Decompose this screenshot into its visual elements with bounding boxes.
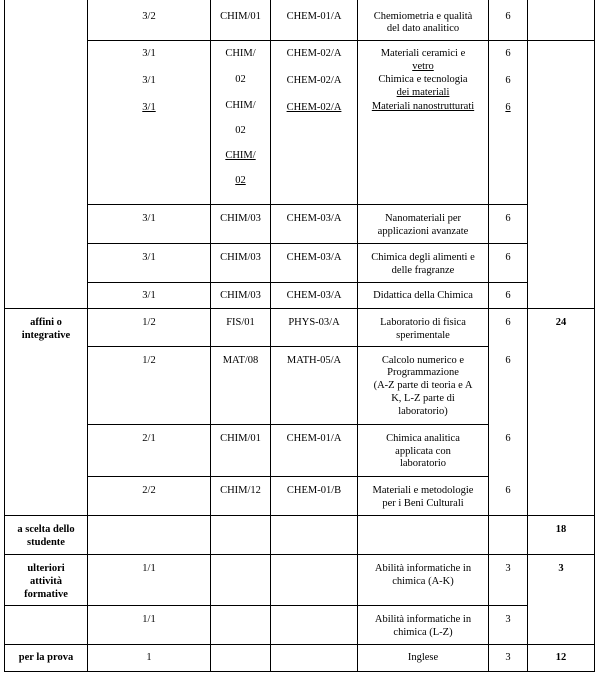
cfu-cell: 6	[505, 252, 511, 263]
activity-area-label: attività	[29, 576, 63, 587]
activity-area-label: affini o	[30, 317, 62, 328]
course-name-line: Nanomateriali per	[384, 213, 462, 224]
course-name-line: chimica (L-Z)	[393, 627, 453, 638]
year-semester-cell: 1/2	[142, 355, 156, 366]
course-name-line: Chemiometria e qualità	[373, 11, 473, 22]
cfu-cell: 3	[505, 614, 511, 625]
total-cfu-cell: 3	[558, 563, 564, 574]
new-ssd-cell: CHEM-02/A	[286, 75, 342, 86]
course-name-line: del dato analitico	[386, 23, 460, 34]
year-semester-cell: 3/1	[142, 252, 156, 263]
new-ssd-cell: CHEM-01/B	[286, 485, 342, 496]
new-ssd-cell: CHEM-01/A	[286, 11, 342, 22]
course-name-line: chimica (A-K)	[392, 576, 454, 587]
ssd-cell: 02	[235, 125, 246, 136]
year-semester-cell: 3/1	[142, 48, 156, 59]
cfu-cell: 6	[505, 102, 511, 113]
course-name-line: Materiali e metodologie	[372, 485, 474, 496]
ssd-cell: 02	[235, 175, 246, 186]
year-semester-cell: 1/1	[142, 563, 156, 574]
course-name-line: Laboratorio di fisica	[380, 317, 466, 328]
row-divider	[87, 346, 489, 347]
cfu-cell: 6	[505, 11, 511, 22]
year-semester-cell: 1/2	[142, 317, 156, 328]
course-name-line: K, L-Z parte di	[391, 393, 455, 404]
new-ssd-cell: CHEM-03/A	[286, 213, 342, 224]
ssd-cell: CHIM/12	[220, 485, 261, 496]
year-semester-cell: 3/1	[142, 102, 156, 113]
course-name-line: Inglese	[407, 652, 439, 663]
year-semester-cell: 1/1	[142, 614, 156, 625]
year-semester-cell: 3/1	[142, 75, 156, 86]
ssd-cell: CHIM/03	[220, 252, 261, 263]
course-name-line: Abilità informatiche in	[374, 563, 472, 574]
activity-area-label: ulteriori	[27, 563, 65, 574]
year-semester-cell: 3/1	[142, 290, 156, 301]
activity-area-label: per la prova	[18, 652, 74, 663]
new-ssd-cell: CHEM-03/A	[286, 252, 342, 263]
row-divider	[4, 644, 595, 645]
year-semester-cell: 1	[146, 652, 152, 663]
total-cfu-cell: 12	[555, 652, 567, 663]
row-divider	[87, 243, 528, 244]
row-divider	[4, 515, 595, 516]
new-ssd-cell: CHEM-02/A	[286, 48, 342, 59]
table-border-bottom	[4, 671, 595, 672]
ssd-cell: MAT/08	[222, 355, 259, 366]
course-name-line: sperimentale	[396, 330, 450, 341]
row-divider	[87, 204, 528, 205]
course-name-line: Chimica degli alimenti e	[371, 252, 475, 263]
course-name-line: Abilità informatiche in	[374, 614, 472, 625]
course-name-line: Chimica e tecnologia	[378, 74, 468, 85]
course-name-line: applicazioni avanzate	[377, 226, 469, 237]
cfu-cell: 6	[505, 213, 511, 224]
cfu-cell: 6	[505, 317, 511, 328]
course-name-line: Didattica della Chimica	[373, 290, 473, 301]
ssd-cell: CHIM/	[225, 48, 256, 59]
row-divider	[87, 476, 489, 477]
ssd-cell: CHIM/03	[220, 290, 261, 301]
course-name-line: Materiali nanostrutturati	[371, 101, 475, 112]
year-semester-cell: 2/1	[142, 433, 156, 444]
course-name-line: dei materiali	[396, 87, 450, 98]
ssd-cell: CHIM/03	[220, 213, 261, 224]
course-name-line: Programmazione	[387, 367, 459, 378]
ssd-cell: CHIM/	[225, 150, 256, 161]
row-divider	[87, 424, 489, 425]
cfu-cell: 6	[505, 75, 511, 86]
cfu-cell: 6	[505, 48, 511, 59]
course-name-line: (A-Z parte di teoria e A	[373, 380, 473, 391]
activity-area-label: studente	[27, 537, 65, 548]
row-divider	[4, 554, 595, 555]
cfu-cell: 6	[505, 485, 511, 496]
new-ssd-cell: CHEM-01/A	[286, 433, 342, 444]
total-cfu-cell: 18	[555, 524, 567, 535]
table-border-left	[4, 0, 5, 672]
activity-area-label: formative	[24, 589, 68, 600]
course-name-line: Chimica analitica	[386, 433, 460, 444]
ssd-cell: 02	[235, 74, 246, 85]
ssd-cell: CHIM/01	[220, 433, 261, 444]
cfu-cell: 6	[505, 290, 511, 301]
course-name-line: per i Beni Culturali	[382, 498, 464, 509]
cfu-cell: 6	[505, 355, 511, 366]
ssd-cell: CHIM/	[225, 100, 256, 111]
year-semester-cell: 3/2	[142, 11, 156, 22]
course-name-line: laboratorio	[399, 458, 447, 469]
row-divider	[4, 308, 595, 309]
new-ssd-cell: CHEM-02/A	[286, 102, 342, 113]
course-name-line: Calcolo numerico e	[381, 355, 465, 366]
course-name-line: applicata con	[395, 446, 451, 457]
ssd-cell: CHIM/01	[220, 11, 261, 22]
course-name-line: delle fragranze	[391, 265, 455, 276]
total-cfu-cell: 24	[555, 317, 567, 328]
course-name-line: vetro	[412, 61, 434, 72]
year-semester-cell: 3/1	[142, 213, 156, 224]
new-ssd-cell: PHYS-03/A	[288, 317, 340, 328]
column-divider	[270, 0, 271, 672]
cfu-cell: 6	[505, 433, 511, 444]
new-ssd-cell: CHEM-03/A	[286, 290, 342, 301]
row-divider	[87, 282, 528, 283]
new-ssd-cell: MATH-05/A	[286, 355, 342, 366]
row-divider	[4, 605, 528, 606]
cfu-cell: 3	[505, 563, 511, 574]
activity-area-label: integrative	[21, 330, 71, 341]
activity-area-label: a scelta dello	[17, 524, 75, 535]
year-semester-cell: 2/2	[142, 485, 156, 496]
course-name-line: Materiali ceramici e	[380, 48, 466, 59]
ssd-cell: FIS/01	[226, 317, 255, 328]
cfu-cell: 3	[505, 652, 511, 663]
row-divider	[87, 40, 595, 41]
course-name-line: laboratorio)	[398, 406, 448, 417]
